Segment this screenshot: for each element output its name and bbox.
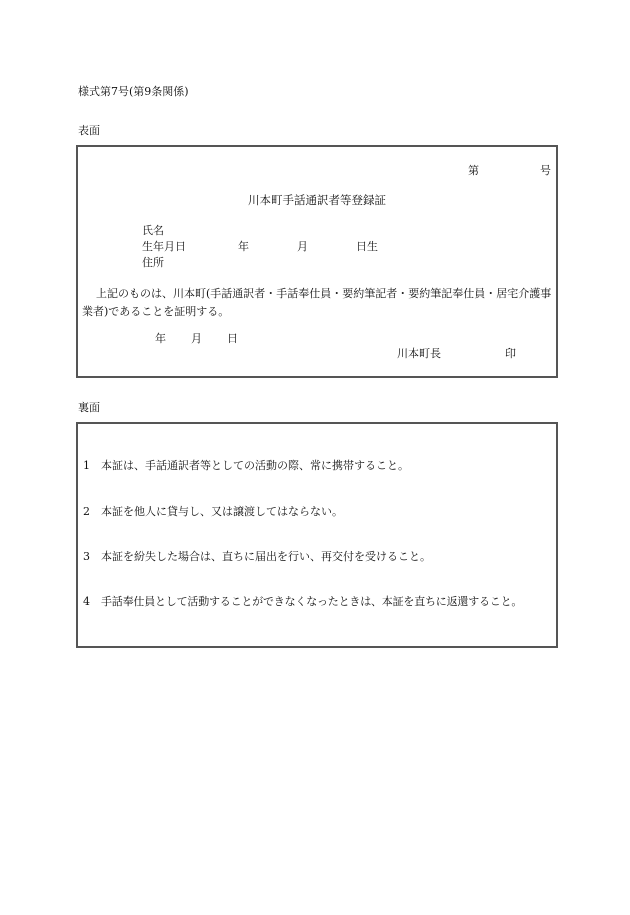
rule-number: 2: [83, 505, 90, 518]
front-card: [76, 145, 558, 378]
rule-text: 手話奉仕員として活動することができなくなったときは、本証を直ちに返還すること。: [101, 595, 523, 608]
birth-day-label: 日生: [356, 240, 378, 253]
rule-text: 本証を紛失した場合は、直ちに届出を行い、再交付を受けること。: [101, 550, 431, 563]
rule-number: 4: [83, 595, 90, 608]
back-heading: 裏面: [78, 401, 100, 414]
number-label-dai: 第: [468, 164, 479, 177]
birth-month-label: 月: [297, 240, 308, 253]
form-header: 様式第7号(第9条関係): [78, 85, 189, 98]
rule-text: 本証を他人に貸与し、又は譲渡してはならない。: [101, 505, 343, 518]
date-month-label: 月: [191, 332, 202, 345]
rule-number: 1: [83, 459, 90, 472]
rule-number: 3: [83, 550, 90, 563]
card-title: 川本町手話通訳者等登録証: [248, 193, 386, 207]
name-label: 氏名: [142, 224, 164, 237]
seal-mark: 印: [505, 347, 516, 360]
date-day-label: 日: [227, 332, 238, 345]
address-label: 住所: [142, 256, 164, 269]
date-year-label: 年: [155, 332, 166, 345]
front-heading: 表面: [78, 124, 100, 137]
signer-title: 川本町長: [397, 347, 441, 360]
birth-year-label: 年: [238, 240, 249, 253]
back-card: [76, 422, 558, 648]
number-label-go: 号: [540, 164, 551, 177]
certification-statement: 上記のものは、川本町(手話通訳者・手話奉仕員・要約筆記者・要約筆記奉仕員・居宅介護事業者)であることを証明する。: [82, 287, 552, 318]
rule-text: 本証は、手話通訳者等としての活動の際、常に携帯すること。: [101, 459, 409, 472]
birthdate-label: 生年月日: [142, 240, 186, 253]
